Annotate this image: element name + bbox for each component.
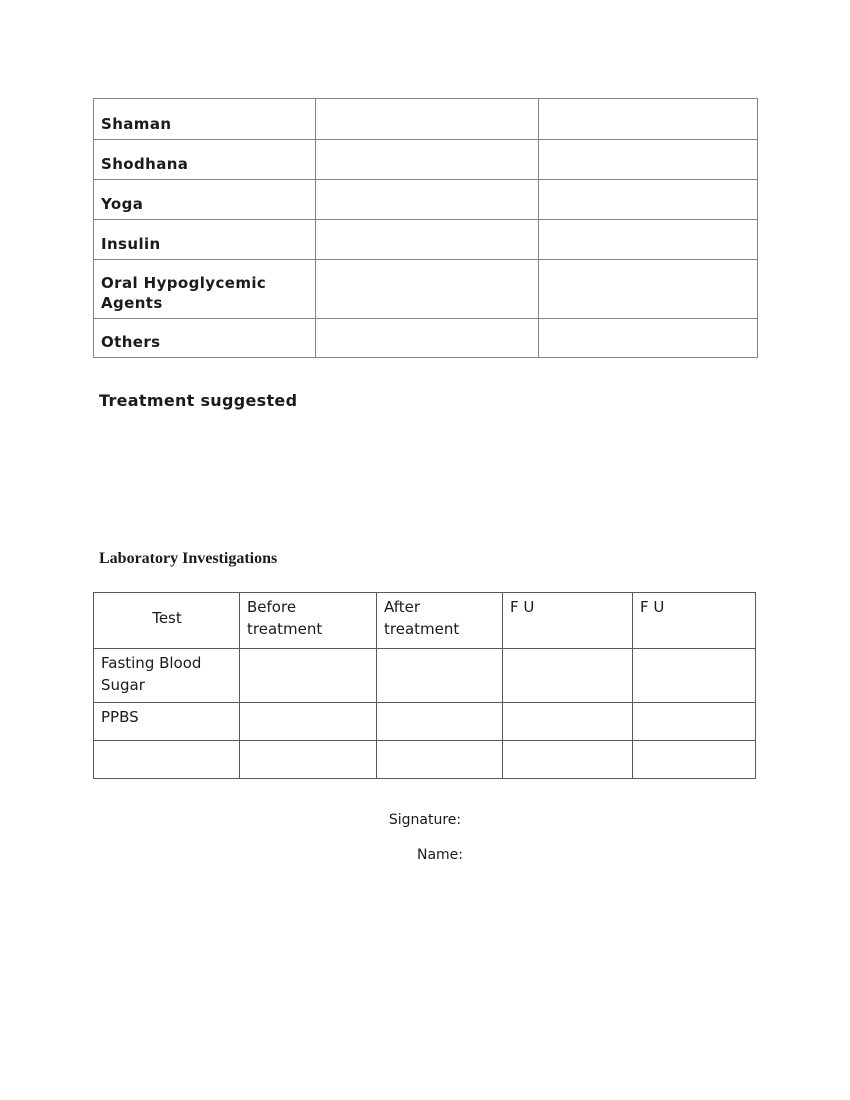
table-cell <box>539 220 758 260</box>
table-cell <box>503 741 633 779</box>
column-header-test: Test <box>94 593 240 649</box>
table-row <box>94 649 756 703</box>
table-cell <box>316 99 539 140</box>
treatment-row-label: Shodhana <box>94 140 316 180</box>
table-cell <box>316 220 539 260</box>
column-header-fu-1: F U <box>503 593 633 649</box>
treatment-row-label: Yoga <box>94 180 316 220</box>
table-cell <box>633 703 756 741</box>
table-cell <box>503 703 633 741</box>
table-cell <box>377 649 503 703</box>
lab-test-label <box>94 741 240 779</box>
table-row <box>94 220 758 260</box>
signature-label: Signature: <box>388 812 462 828</box>
treatment-row-label: Others <box>94 319 316 358</box>
table-row <box>94 180 758 220</box>
treatment-row-label: Oral Hypoglycemic Agents <box>94 260 316 319</box>
laboratory-investigations-heading: Laboratory Investigations <box>99 550 278 567</box>
table-cell <box>633 741 756 779</box>
table-row <box>94 260 758 319</box>
table-cell <box>539 260 758 319</box>
table-cell <box>539 99 758 140</box>
table-header-row <box>94 593 756 649</box>
name-label: Name: <box>416 847 464 863</box>
treatment-row-label: Insulin <box>94 220 316 260</box>
table-cell <box>539 180 758 220</box>
table-cell <box>377 703 503 741</box>
table-cell <box>240 649 377 703</box>
lab-test-label: PPBS <box>94 703 240 741</box>
lab-test-label: Fasting Blood Sugar <box>94 649 240 703</box>
table-cell <box>240 703 377 741</box>
table-row <box>94 703 756 741</box>
column-header-fu-2: F U <box>633 593 756 649</box>
column-header-before-treatment: Before treatment <box>240 593 377 649</box>
table-cell <box>316 260 539 319</box>
table-row <box>94 741 756 779</box>
table-row <box>94 319 758 358</box>
lab-investigations-table <box>93 592 756 779</box>
table-row <box>94 140 758 180</box>
table-cell <box>240 741 377 779</box>
table-cell <box>316 180 539 220</box>
table-cell <box>539 140 758 180</box>
treatment-table <box>93 98 758 358</box>
table-cell <box>633 649 756 703</box>
table-cell <box>503 649 633 703</box>
table-row <box>94 99 758 140</box>
treatment-suggested-heading: Treatment suggested <box>99 391 298 410</box>
column-header-after-treatment: After treatment <box>377 593 503 649</box>
table-cell <box>539 319 758 358</box>
table-cell <box>316 319 539 358</box>
treatment-row-label: Shaman <box>94 99 316 140</box>
table-cell <box>316 140 539 180</box>
table-cell <box>377 741 503 779</box>
